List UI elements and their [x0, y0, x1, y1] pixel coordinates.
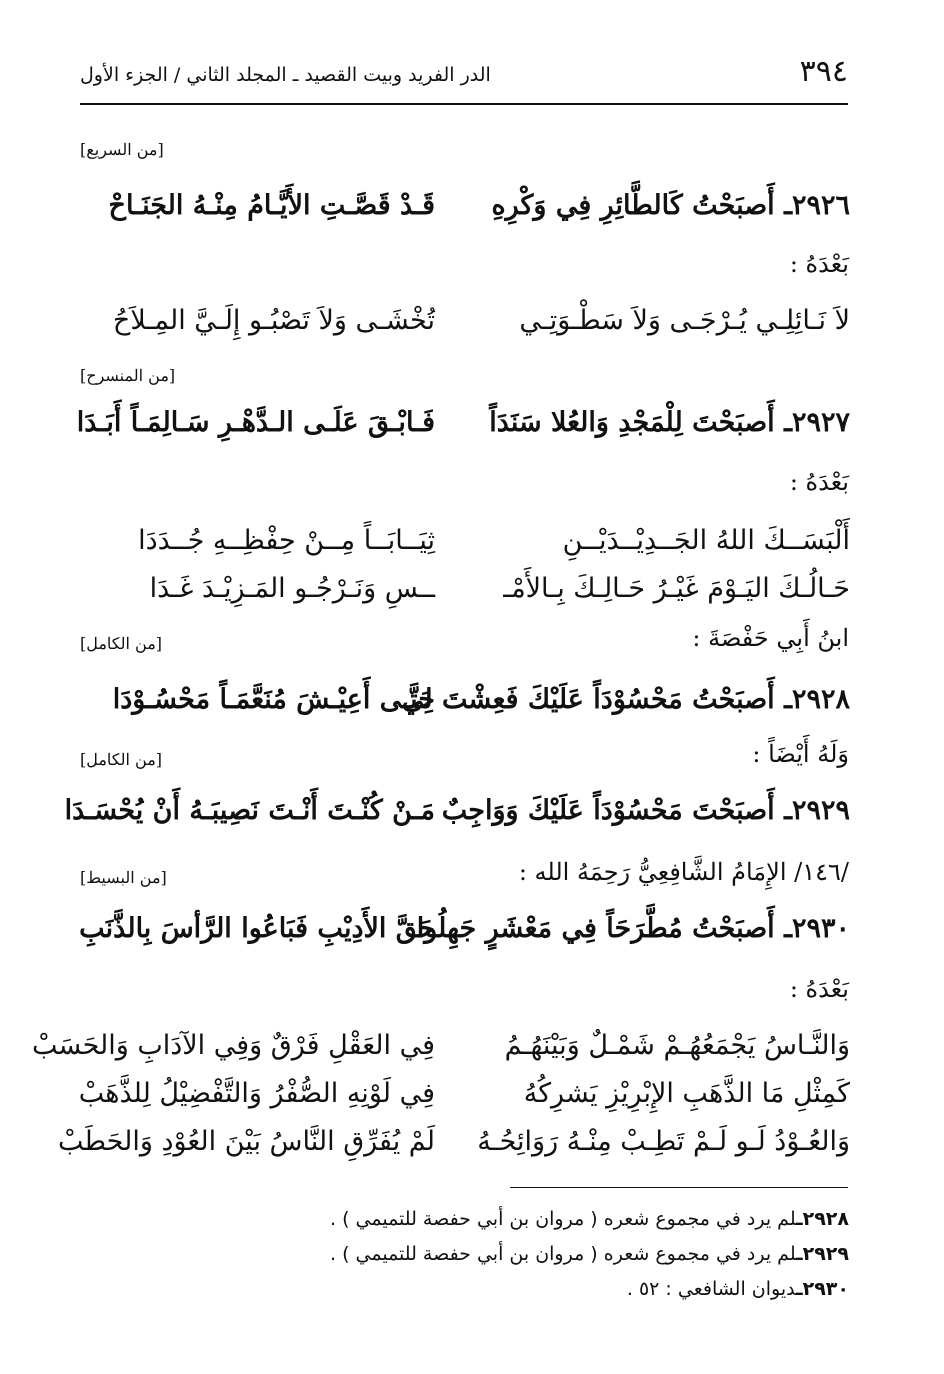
verse-intro: بَعْدَهُ :	[789, 975, 849, 1003]
verse-line	[100, 525, 850, 573]
verse-intro: بَعْدَهُ :	[789, 468, 849, 496]
verse-second-hemistich: ــسِ وَنَـرْجُـو المَـزِيْـدَ غَـدَا	[149, 573, 435, 604]
verse-number: ٢٩٢٨ـ	[784, 684, 850, 715]
meter-label: [من السريع]	[80, 140, 164, 159]
verse-first-hemistich: كَمِثْلِ مَا الذَّهَبِ الإِبْرِيْزِ يَشرِكُهُ	[523, 1078, 850, 1109]
verse-second-hemistich: حَتَّـى أَعِيْـشَ مُنَعَّمَـاً مَحْسُـوْدَا	[112, 684, 435, 715]
verse-number: ٢٩٣٠ـ	[784, 913, 850, 944]
verse-2929	[64, 795, 850, 843]
page-number: ٣٩٤	[799, 54, 848, 89]
footnote	[330, 1243, 849, 1265]
verse-line	[100, 573, 850, 621]
footnote-text: ديوان الشافعي : ٥٢ .	[626, 1278, 797, 1300]
meter-label: [من المنسرح]	[80, 366, 176, 385]
verse-line	[31, 1030, 850, 1078]
page-header	[80, 52, 848, 102]
verse-intro: /١٤٦/ الإِمَامُ الشَّافِعِيُّ رَحِمَهُ الله :	[518, 858, 849, 886]
verse-first-hemistich: أَلْبَسَــكَ اللهُ الجَــدِيْــدَيْــنِ	[562, 525, 850, 556]
verse-first-hemistich: لاَ نَـائِلِـي يُـرْجَـى وَلاَ سَطْـوَتِـي	[519, 305, 850, 336]
header-divider	[80, 103, 848, 105]
verse-first-hemistich: حَـالُـكَ اليَـوْمَ غَيْـرُ حَـالِـكَ بِـالأَمْـ	[503, 573, 850, 604]
meter-label: [من الكامل]	[80, 750, 163, 769]
verse-second-hemistich: فِي العَقْلِ فَرْقٌ وَفِي الآدَابِ وَالحَسَبْ	[31, 1030, 435, 1061]
verse-2927	[76, 407, 850, 455]
verse-first-hemistich: وَالنَّـاسُ يَجْمَعُهُـمْ شَمْـلٌ وَبَيْنَهُـمُ	[504, 1030, 850, 1061]
verse-second-hemistich: فِي لَوْنِهِ الصُّفْرُ وَالتَّفْضِيْلُ لِلذَّهَبْ	[78, 1078, 435, 1109]
verse-intro: ابنُ أَبِي حَفْصَةَ :	[692, 624, 849, 652]
verse-intro: بَعْدَهُ :	[789, 250, 849, 278]
verse-first-hemistich: ٢٩٢٩ـ أَصبَحْتَ مَحْسُوْدَاً عَلَيْكَ وَوَاجِبٌ	[441, 795, 850, 826]
verse-line	[58, 1126, 850, 1174]
verse-intro: وَلَهُ أَيْضَاً :	[752, 740, 849, 768]
verse-number: ٢٩٢٩ـ	[784, 795, 850, 826]
footnote-number: ٢٩٣٠ـ	[796, 1278, 849, 1300]
footnote	[627, 1278, 849, 1300]
verse-number: ٢٩٢٧ـ	[784, 407, 850, 438]
footnote-text: لم يرد في مجموع شعره ( مروان بن أبي حفصة للتميمي ) .	[329, 1243, 797, 1265]
verse-first-hemistich: ٢٩٢٨ـ أَصبَحْتُ مَحْسُوْدَاً عَلَيْكَ فَعِشْتَ لِي	[401, 684, 850, 715]
verse-number: ٢٩٢٦ـ	[784, 190, 850, 221]
meter-label: [من الكامل]	[80, 634, 163, 653]
verse-second-hemistich: فَـابْـقَ عَلَـى الـدَّهْـرِ سَـالِمَـاً أَبَـدَا	[76, 407, 435, 438]
footnote-text: لم يرد في مجموع شعره ( مروان بن أبي حفصة للتميمي ) .	[329, 1208, 797, 1230]
meter-label: [من البسيط]	[80, 868, 167, 887]
verse-first-hemistich: ٢٩٢٦ـ أَصبَحْتُ كَالطَّائِرِ فِي وَكْرِهِ	[491, 190, 850, 221]
footnote-number: ٢٩٢٨ـ	[796, 1208, 849, 1230]
verse-2930	[79, 913, 850, 961]
verse-second-hemistich: قَـدْ قَصَّـتِ الأَيَّـامُ مِنْـهُ الجَنَـاحْ	[108, 190, 435, 221]
verse-second-hemistich: تُخْشَـى وَلاَ تَصْبُـو إِلَـيَّ المِـلاَحُ	[112, 305, 435, 336]
verse-2928	[100, 684, 850, 732]
verse-first-hemistich: وَالعُـوْدُ لَـو لَـمْ تَطِـبْ مِنْـهُ رَوَائِحُـهُ	[477, 1126, 850, 1157]
footnote-number: ٢٩٢٩ـ	[796, 1243, 849, 1265]
verse-first-hemistich: ٢٩٢٧ـ أَصبَحْتَ لِلْمَجْدِ وَالعُلا سَنَدَاً	[489, 407, 850, 438]
verse-line	[78, 1078, 850, 1126]
footnote	[330, 1208, 849, 1230]
verse-line	[100, 305, 850, 353]
footnote-divider	[510, 1187, 848, 1188]
verse-second-hemistich: حَقَّ الأَدِيْبِ فَبَاعُوا الرَّأسَ بِالذَّنَبِ	[79, 913, 435, 944]
running-title: الدر الفريد وبيت القصيد ـ المجلد الثاني / الجزء الأول	[80, 64, 491, 86]
verse-first-hemistich: ٢٩٣٠ـ أَصبَحْتُ مُطَّرَحَاً فِي مَعْشَرٍ جَهِلُوا	[416, 913, 850, 944]
verse-second-hemistich: مَـنْ كُنْـتَ أَنْـتَ نَصِيبَـهُ أَنْ يُحْسَـدَا	[64, 795, 435, 826]
verse-2926	[100, 190, 850, 238]
verse-second-hemistich: ثِيَــابَــاً مِــنْ حِفْظِــهِ جُــدَدَا	[138, 525, 435, 556]
verse-second-hemistich: لَمْ يُفَرِّقِ النَّاسُ بَيْنَ العُوْدِ وَالحَطَبْ	[58, 1126, 435, 1157]
